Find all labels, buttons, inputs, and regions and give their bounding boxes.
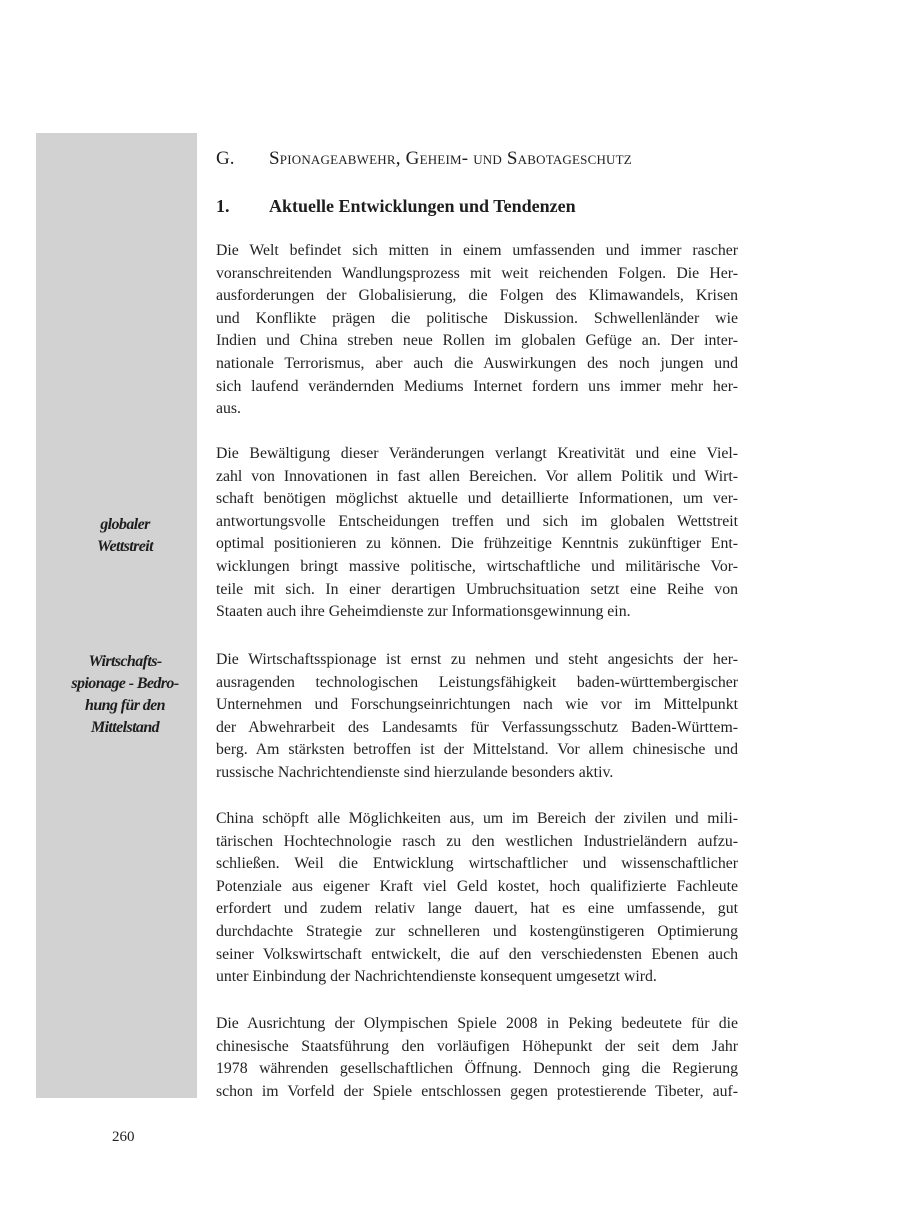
paragraph-4	[216, 808, 738, 989]
text-line: zahl von Innovationen in fast allen Bereichen. Vor allem Politik und Wirt-	[216, 467, 738, 485]
text-line: optimal positionieren zu können. Die frühzeitige Kenntnis zukünftiger Ent-	[216, 535, 738, 553]
text-line: antwortungsvolle Entscheidungen treffen und sich im globalen Wettstreit	[216, 512, 738, 530]
paragraph-1	[216, 240, 738, 421]
text-line: Potenziale aus eigener Kraft viel Geld kostet, hoch qualifizierte Fachleute	[216, 877, 738, 895]
text-line: Die Welt befindet sich mitten in einem umfassenden und immer rascher	[216, 242, 738, 259]
text-line: unter Einbindung der Nachrichtendienste konsequent umgesetzt wird.	[216, 968, 657, 986]
paragraph-3	[216, 649, 738, 785]
margin-note-line: globaler	[100, 516, 150, 533]
text-line: ausforderungen der Globalisierung, die Folgen des Klimawandels, Krisen	[216, 287, 738, 305]
margin-sidebar	[36, 133, 197, 1098]
text-line: schon im Vorfeld der Spiele entschlossen gegen protestierende Tibeter, auf-	[216, 1082, 738, 1100]
text-line: russische Nachrichtendienste sind hierzulande besonders aktiv.	[216, 763, 614, 781]
text-line: Staaten auch ihre Geheimdienste zur Informationsgewinnung ein.	[216, 603, 631, 621]
text-line: chinesische Staatsführung den vorläufigen Höhepunkt der seit dem Jahr	[216, 1037, 738, 1055]
text-line: und Konflikte prägen die politische Diskussion. Schwellenländer wie	[216, 309, 738, 327]
margin-note-line: spionage - Bedro-	[71, 675, 179, 692]
margin-note-globaler-wettstreit	[40, 514, 210, 558]
text-line: voranschreitenden Wandlungsprozess mit weit reichenden Folgen. Die Her-	[216, 264, 738, 282]
text-line: Die Ausrichtung der Olympischen Spiele 2008 in Peking bedeutete für die	[216, 1015, 738, 1032]
text-line: schließen. Weil die Entwicklung wirtschaftlicher und wissenschaftlicher	[216, 855, 738, 873]
text-line: tärischen Hochtechnologie rasch zu den westlichen Industrieländern aufzu-	[216, 832, 738, 850]
margin-note-line: Wettstreit	[97, 538, 153, 555]
paragraph-5	[216, 1013, 738, 1103]
text-line: Die Bewältigung dieser Veränderungen verlangt Kreativität und eine Viel-	[216, 445, 738, 462]
text-line: durchdachte Strategie zur schnelleren und kostengünstigeren Optimierung	[216, 922, 738, 940]
subsection-title: Aktuelle Entwicklungen und Tendenzen	[269, 196, 576, 216]
margin-note-line: Wirtschafts-	[88, 653, 162, 670]
text-line: ausragenden technologischen Leistungsfähigkeit baden-württembergischer	[216, 673, 738, 691]
text-line: Die Wirtschaftsspionage ist ernst zu nehmen und steht angesichts der her-	[216, 651, 738, 668]
text-line: aus.	[216, 400, 242, 418]
text-line: sich laufend verändernden Mediums Internet fordern uns immer mehr her-	[216, 377, 738, 395]
text-line: China schöpft alle Möglichkeiten aus, um im Bereich der zivilen und mili-	[216, 810, 738, 827]
text-line: schaft benötigen möglichst aktuelle und detaillierte Informationen, um ver-	[216, 490, 738, 508]
page-number: 260	[112, 1129, 135, 1145]
paragraph-2	[216, 443, 738, 624]
margin-note-wirtschaftsspionage	[40, 651, 210, 739]
subsection-number: 1.	[216, 196, 230, 216]
text-line: nationale Terrorismus, aber auch die Auswirkungen des noch jungen und	[216, 354, 738, 372]
text-line: wicklungen bringt massive politische, wirtschaftliche und militärische Vor-	[216, 557, 738, 575]
margin-note-line: Mittelstand	[90, 719, 160, 736]
text-line: 1978 währenden gesellschaftlichen Öffnung. Dennoch ging die Regierung	[216, 1060, 738, 1078]
text-line: erfordert und zudem relativ lange dauert, hat es eine umfassende, gut	[216, 900, 738, 918]
section-number: G.	[216, 148, 235, 169]
text-line: seiner Volkswirtschaft entwickelt, die auf den verschiedensten Ebenen auch	[216, 945, 738, 963]
text-line: teile mit sich. In einer derartigen Umbruchsituation setzt eine Reihe von	[216, 580, 738, 598]
section-title: Spionageabwehr, Geheim- und Sabotageschutz	[269, 148, 632, 169]
text-line: Unternehmen und Forschungseinrichtungen nach wie vor im Mittelpunkt	[216, 696, 738, 714]
text-line: der Abwehrarbeit des Landesamts für Verfassungsschutz Baden-Württem-	[216, 718, 738, 736]
text-line: Indien und China streben neue Rollen im globalen Gefüge an. Der inter-	[216, 332, 738, 350]
margin-note-line: hung für den	[85, 697, 165, 714]
text-line: berg. Am stärksten betroffen ist der Mittelstand. Vor allem chinesische und	[216, 741, 738, 759]
